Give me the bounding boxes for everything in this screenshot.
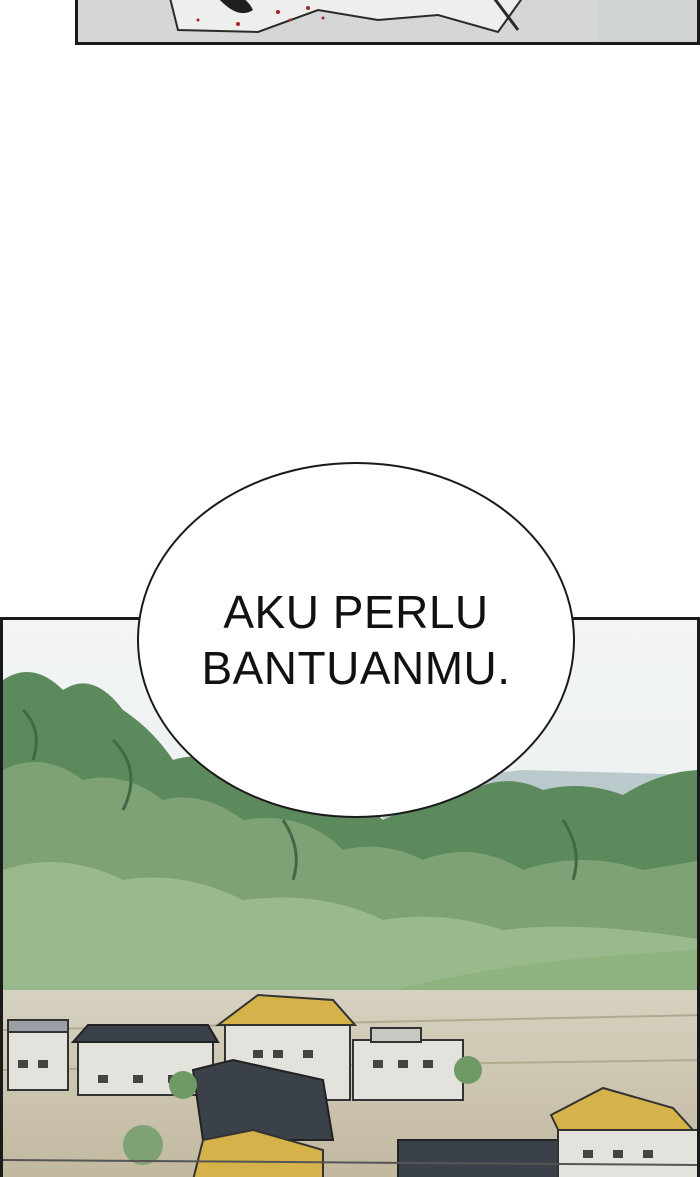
top-comic-panel bbox=[75, 0, 700, 45]
speech-line-1: AKU PERLU bbox=[223, 586, 489, 638]
speech-line-2: BANTUANMU. bbox=[201, 642, 511, 694]
speech-bubble bbox=[137, 462, 575, 818]
bloodied-face-illustration bbox=[78, 0, 700, 45]
speech-bubble-text bbox=[201, 584, 510, 696]
